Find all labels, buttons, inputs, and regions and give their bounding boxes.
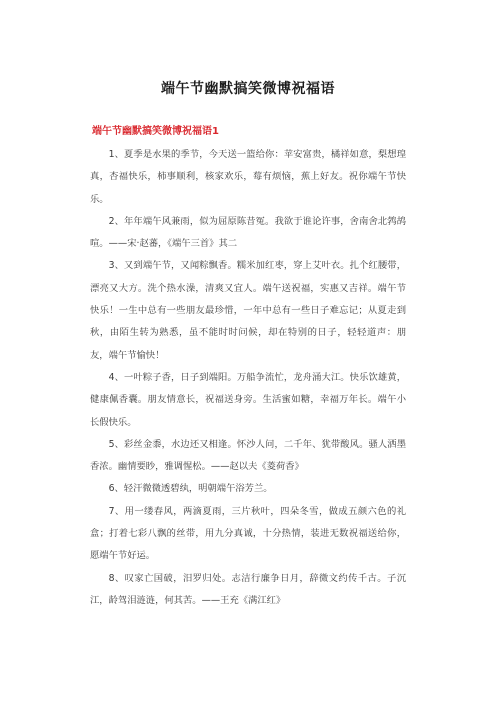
paragraph-3: 3、又到端午节，又闻粽飘香。糯米加红枣，穿上艾叶衣。扎个红腰带，漂亮又大方。洗个热水澡，清爽又宜人。端午送祝福，实惠又吉祥。端午节快乐！一生中总有一些朋友最珍惜，一年中总有一些日子难忘记；从夏走到秋，由陌生转为熟悉，虽不能时时问候，却在特别的日子，轻轻道声：朋友，端午节愉快！ bbox=[90, 260, 406, 361]
document-title: 端午节幽默搞笑微博祝福语 bbox=[161, 81, 335, 97]
paragraph-4: 4、一叶粽子香，日子到端阳。万船争流忙，龙舟涌大江。快乐饮雄黄，健康佩香囊。朋友情意长，祝福送身旁。生活蜜如糖，幸福万年长。端午小长假快乐。 bbox=[90, 371, 406, 428]
document-body bbox=[90, 144, 406, 612]
paragraph-6: 6、轻汗微微透碧纨，明朝端午浴芳兰。 bbox=[108, 483, 273, 495]
section-heading: 端午节幽默搞笑微博祝福语1 bbox=[92, 126, 219, 137]
paragraph-8: 8、叹家亡国破，汨罗归处。志洁行廉争日月，辞微文约传千古。子沉江，龄驾泪涟涟，何其苦。——王充《满江红》 bbox=[90, 572, 406, 606]
paragraph-2: 2、年年端午风兼雨，似为屈原陈昔冤。我欲于谁论许事，舍南舍北鹁鸪喧。——宋·赵蕃，《端午三首》其二 bbox=[90, 215, 406, 250]
paragraph-5: 5、彩丝金黍，水边还又相逢。怀沙人问，二千年、犹带酸风。骚人洒墨香浓。幽情要眇，雅调惺松。——赵以夫《菱荷香》 bbox=[90, 438, 406, 473]
paragraph-7: 7、用一缕春风，两滴夏雨，三片秋叶，四朵冬雪，做成五颜六色的礼盒；打着七彩八飘的丝带，用九分真诚，十分热情，装进无数祝福送给你，愿端午节好运。 bbox=[90, 505, 406, 562]
paragraph-1: 1、夏季是水果的季节，今天送一篮给你：苹安富贵，橘祥如意，梨想瑝真，杏福快乐，柿事顺利，核家欢乐，莓有烦恼，蕉上好友。祝你端午节快乐。 bbox=[90, 149, 406, 205]
